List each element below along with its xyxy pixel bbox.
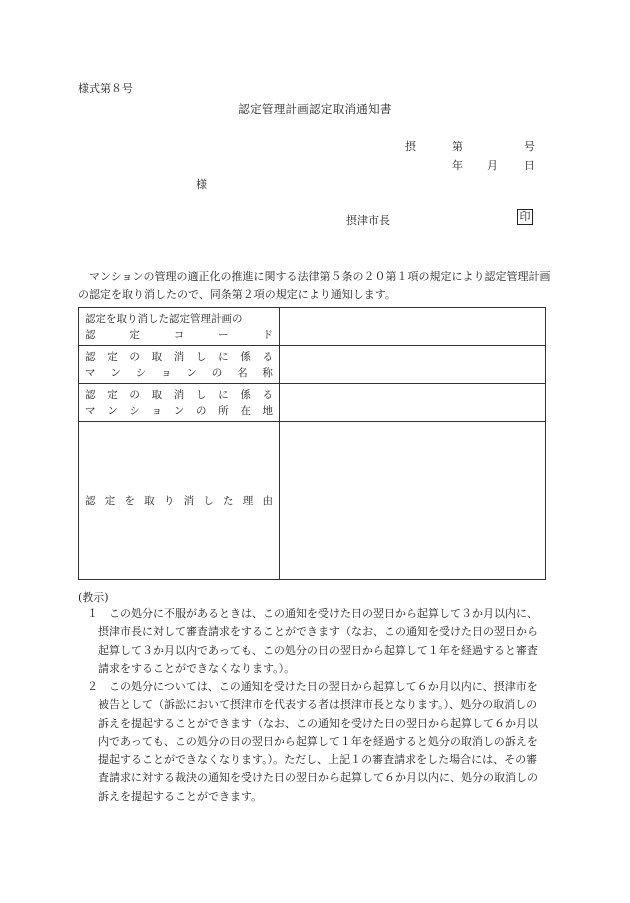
label-char: に bbox=[218, 388, 229, 401]
label-line-spread bbox=[85, 387, 273, 403]
label-char: 取 bbox=[151, 350, 163, 363]
label-char: 由 bbox=[262, 494, 273, 507]
table-row-reason bbox=[79, 422, 546, 580]
label-revocation-reason bbox=[79, 422, 280, 580]
ref-go: 号 bbox=[524, 140, 535, 153]
label-char: 取 bbox=[151, 388, 163, 401]
intro-text: マンションの管理の適正化の推進に関する法律第５条の２０第１項の規定により認定管理計画の認定を取り消したので、同条第２項の規定により通知します。 bbox=[78, 270, 551, 301]
label-char: ー bbox=[218, 328, 229, 341]
date-month: 月 bbox=[487, 159, 498, 172]
label-line-spread bbox=[85, 349, 273, 365]
table-row-code bbox=[79, 308, 546, 346]
label-char: ン bbox=[107, 404, 118, 417]
label-char: し bbox=[195, 350, 207, 363]
label-line-spread bbox=[85, 327, 273, 343]
label-char: 定 bbox=[107, 388, 118, 401]
label-char: 取 bbox=[144, 494, 155, 507]
label-char: り bbox=[163, 494, 175, 507]
label-char: 在 bbox=[240, 404, 251, 417]
label-char: 称 bbox=[262, 366, 273, 379]
note-text: この処分については、この通知を受けた日の翌日から起算して６か月以内に、摂津市を被告として（訴訟において摂津市を代表する者は摂津市長となります。）、処分の取消しの訴えを提起することができます（なお、この通知を受けた日の翌日から起算して６か月以内であっても、この処分の日の翌日から起算して１年を経過すると処分の取消しの訴えを提起することができなくなります。）。ただし、上記１の審査請求をした場合には、その審査請求に対する裁決の通知を受けた日の翌日から起算して６か月以内に、処分の取消しの訴えを提起することができます。 bbox=[98, 680, 538, 803]
label-char: 地 bbox=[262, 404, 273, 417]
label-char: コ bbox=[173, 328, 185, 341]
label-char: 認 bbox=[85, 388, 96, 401]
label-char: を bbox=[124, 494, 135, 507]
form-number: 様式第８号 bbox=[78, 82, 133, 95]
label-mansion-address bbox=[79, 384, 280, 422]
label-char: ン bbox=[186, 366, 197, 379]
label-certification-code bbox=[79, 308, 280, 346]
label-char: 認 bbox=[85, 494, 96, 507]
note-text: この処分に不服があるときは、この通知を受けた日の翌日から起算して３か月以内に、摂津市長に対して審査請求をすることができます（なお、この通知を受けた日の翌日から起算して３か月以内であっても、この処分の日の翌日から起算して１年を経過すると審査請求をすることができなくなります。）。 bbox=[98, 607, 538, 675]
label-char: し bbox=[203, 494, 214, 507]
label-char: の bbox=[211, 366, 223, 379]
label-char: に bbox=[218, 350, 229, 363]
note-number: ２ bbox=[87, 680, 98, 693]
document-title: 認定管理計画認定取消通知書 bbox=[238, 102, 392, 116]
label-line-spread bbox=[85, 493, 273, 509]
date-day: 日 bbox=[524, 159, 535, 172]
notes-heading: (教示) bbox=[78, 591, 109, 604]
label-char: ョ bbox=[161, 366, 172, 379]
label-char: 消 bbox=[173, 350, 185, 363]
note-number: １ bbox=[87, 607, 98, 620]
revocation-table bbox=[78, 307, 546, 580]
label-line-spread bbox=[85, 365, 273, 381]
label-char: 名 bbox=[237, 366, 248, 379]
label-line-spread bbox=[85, 403, 273, 419]
value-certification-code[interactable] bbox=[280, 308, 546, 346]
label-char: 係 bbox=[240, 388, 251, 401]
label-mansion-name bbox=[79, 346, 280, 384]
label-char: マ bbox=[85, 404, 96, 417]
label-char: 定 bbox=[107, 350, 118, 363]
value-revocation-reason[interactable] bbox=[280, 422, 546, 580]
label-char: 認 bbox=[85, 350, 96, 363]
label-char: ン bbox=[173, 404, 185, 417]
label-char: ン bbox=[110, 366, 121, 379]
label-char: 係 bbox=[240, 350, 251, 363]
label-char: 消 bbox=[173, 388, 185, 401]
issuer-name: 摂津市長 bbox=[346, 214, 390, 227]
date-year: 年 bbox=[452, 159, 463, 172]
label-char: 定 bbox=[104, 494, 116, 507]
label-char: の bbox=[195, 404, 207, 417]
ref-prefix: 摂 bbox=[405, 140, 416, 153]
label-char: 認 bbox=[85, 328, 96, 341]
label-line: 認定を取り消した認定管理計画の bbox=[85, 312, 243, 325]
label-char: の bbox=[129, 350, 140, 363]
intro-paragraph bbox=[78, 268, 553, 304]
label-char: マ bbox=[85, 366, 96, 379]
table-row-address bbox=[79, 384, 546, 422]
label-char: る bbox=[262, 388, 273, 401]
ref-dai: 第 bbox=[452, 140, 463, 153]
label-char: る bbox=[262, 350, 273, 363]
value-mansion-address[interactable] bbox=[280, 384, 546, 422]
label-char: シ bbox=[129, 404, 140, 417]
addressee-suffix: 様 bbox=[196, 178, 207, 191]
label-char: し bbox=[195, 388, 207, 401]
label-char: 理 bbox=[242, 494, 254, 507]
label-char: の bbox=[129, 388, 140, 401]
label-char: 定 bbox=[129, 328, 140, 341]
label-char: ョ bbox=[151, 404, 163, 417]
label-char: 所 bbox=[218, 404, 229, 417]
label-char: シ bbox=[135, 366, 147, 379]
value-mansion-name[interactable] bbox=[280, 346, 546, 384]
table-row-name bbox=[79, 346, 546, 384]
seal-box: 印 bbox=[517, 209, 533, 225]
label-char: た bbox=[223, 494, 234, 507]
label-char: 消 bbox=[183, 494, 195, 507]
label-char: ド bbox=[262, 328, 273, 341]
